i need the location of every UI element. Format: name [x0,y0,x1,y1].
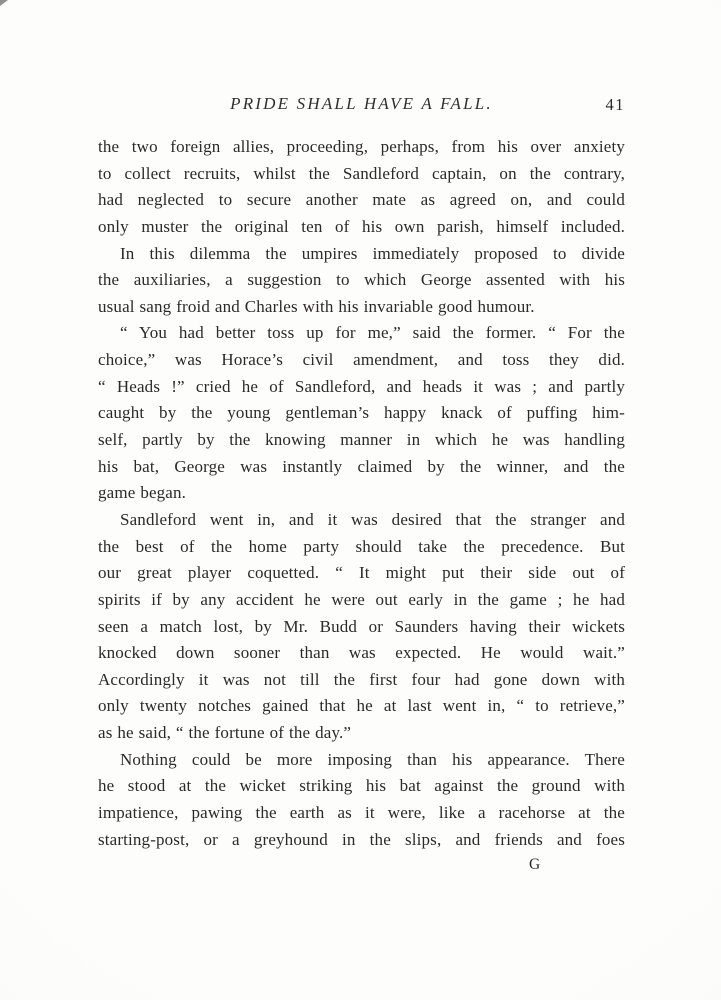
text-line: only twenty notches gained that he at last went in, “ to retrieve,” [98,696,625,716]
text-line: spirits if by any accident he were out early in the game ; he had [98,589,625,609]
text-line: he stood at the wicket striking his bat against the ground with [98,776,625,796]
scan-artifact [0,0,8,6]
running-head-title: PRIDE SHALL HAVE A FALL. [230,94,493,113]
text-line: In this dilemma the umpires immediately proposed to divide [120,243,625,263]
text-line: self, partly by the knowing manner in which he was handling [98,430,625,450]
signature-mark: G [529,856,542,873]
text-line: “ You had better toss up for me,” said the former. “ For the [120,323,625,343]
paragraph [98,320,625,506]
text-line: only muster the original ten of his own parish, himself included. [98,216,625,236]
text-line: seen a match lost, by Mr. Budd or Saunders having their wickets [98,616,625,636]
text-line: Accordingly it was not till the first four had gone down with [98,669,625,689]
text-line: Sandleford went in, and it was desired that the stranger and [120,509,625,529]
paragraph [98,507,625,747]
paragraph [98,241,625,321]
paragraph [98,747,625,854]
text-line: choice,” was Horace’s civil amendment, and toss they did. [98,350,625,370]
text-line: as he said, “ the fortune of the day.” [98,723,352,743]
text-line: impatience, pawing the earth as it were, like a racehorse at the [98,803,625,823]
text-line: our great player coquetted. “ It might put their side out of [98,563,625,583]
text-line: his bat, George was instantly claimed by the winner, and the [98,456,625,476]
text-line: “ Heads !” cried he of Sandleford, and heads it was ; and partly [98,376,625,396]
text-line: the best of the home party should take the precedence. But [98,536,625,556]
text-line: caught by the young gentleman’s happy knack of puffing him- [98,403,625,423]
text-line: to collect recruits, whilst the Sandleford captain, on the contrary, [98,163,625,183]
page-number: 41 [605,95,625,114]
running-head-row [98,94,625,118]
text-line: game began. [98,483,187,503]
text-line: usual sang froid and Charles with his invariable good humour. [98,296,535,316]
text-line: had neglected to secure another mate as agreed on, and could [98,190,625,210]
text-line: starting-post, or a greyhound in the slips, and friends and foes [98,829,625,849]
text-line: knocked down sooner than was expected. He would wait.” [98,643,625,663]
text-line: the auxiliaries, a suggestion to which George assented with his [98,270,625,290]
text-line: Nothing could be more imposing than his appearance. There [120,749,625,769]
paragraph [98,134,625,241]
page-body [98,134,625,853]
text-line: the two foreign allies, proceeding, perhaps, from his over anxiety [98,137,625,156]
